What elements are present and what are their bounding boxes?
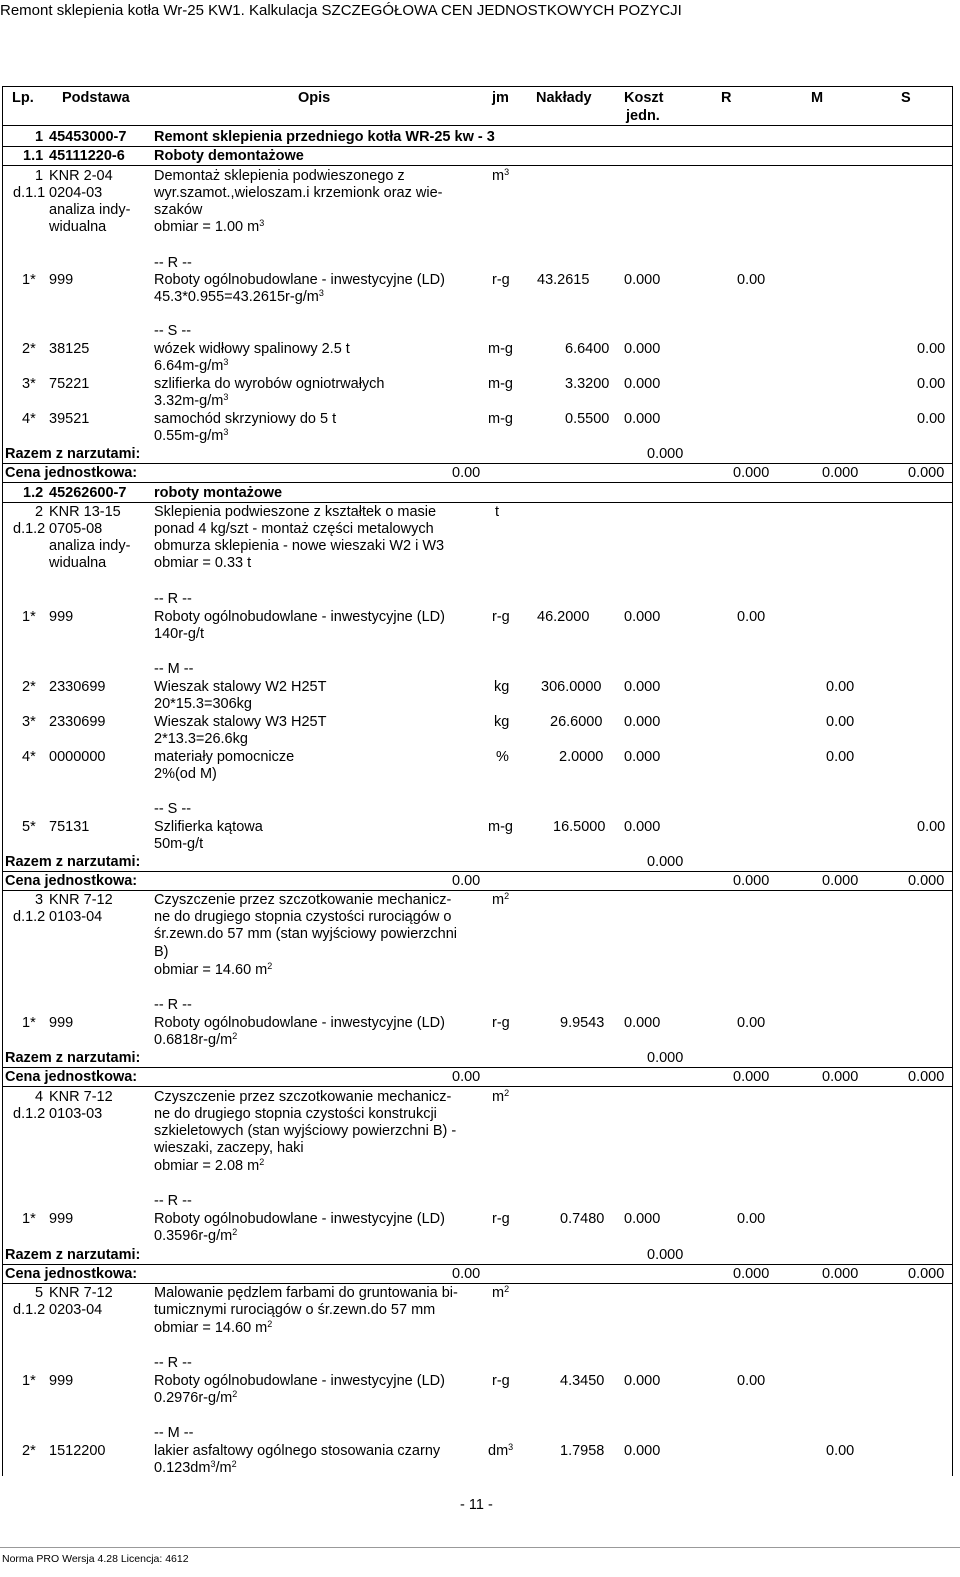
resource-unit: r-g [492, 1211, 510, 1227]
resource-code: 999 [49, 272, 74, 288]
superscript-exponent: 3 [223, 392, 229, 402]
resource-calc: $6.64m-g/m^3$ [154, 357, 229, 374]
resource-name: Roboty ogólnobudowlane - inwestycyjne (LD) [154, 609, 445, 625]
resource-code: 999 [49, 1211, 74, 1227]
superscript-exponent: 2 [267, 961, 273, 971]
position-description: śr.zewn.do 57 mm (stan wyjściowy powierzchni [154, 926, 457, 942]
cena-s: 0.000 [908, 1069, 945, 1085]
resource-name: wózek widłowy spalinowy 2.5 t [154, 341, 350, 357]
resource-naklady: 306.0000 [541, 679, 602, 695]
superscript-exponent: 3 [504, 167, 510, 177]
header-s: S [901, 90, 911, 106]
position-number: 2 [35, 504, 44, 520]
cena-s: 0.000 [908, 465, 945, 481]
header-jedn: jedn. [626, 108, 660, 124]
table-right-border [952, 86, 953, 1476]
position-obmiar: obmiar = 1.00 $m^3$ [154, 218, 265, 235]
category-r: -- R -- [154, 1355, 192, 1371]
row-divider [2, 1264, 952, 1265]
superscript-exponent: 2 [504, 1284, 510, 1294]
position-description: Czyszczenie przez szczotkowanie mechanicz- [154, 892, 452, 908]
resource-unit: r-g [492, 1373, 510, 1389]
position-analiza: widualna [49, 219, 107, 235]
footer-divider [0, 1547, 960, 1548]
header-r: R [721, 90, 732, 106]
resource-value-m: 0.00 [826, 679, 855, 695]
resource-value-r: 0.00 [737, 1015, 766, 1031]
cena-r: 0.000 [733, 873, 770, 889]
resource-koszt: 0.000 [624, 1443, 661, 1459]
razem-label: Razem z narzutami: [5, 446, 141, 462]
resource-koszt: 0.000 [624, 819, 661, 835]
resource-koszt: 0.000 [624, 1373, 661, 1389]
position-unit: t [495, 504, 500, 520]
position-knr: KNR 7-12 [49, 892, 113, 908]
resource-calc: 2%(od M) [154, 766, 217, 782]
position-obmiar: obmiar = 14.60 $m^2$ [154, 961, 273, 978]
resource-naklady: 9.9543 [560, 1015, 605, 1031]
cena-value: 0.00 [452, 1266, 481, 1282]
resource-name: Roboty ogólnobudowlane - inwestycyjne (LD) [154, 272, 445, 288]
position-analiza: analiza indy- [49, 202, 131, 218]
superscript-exponent: 2 [232, 1389, 238, 1399]
resource-koszt: 0.000 [624, 1211, 661, 1227]
position-sub: d.1.2 [13, 521, 46, 537]
position-description: obmurza sklepienia - nowe wieszaki W2 i W3 [154, 538, 445, 554]
cena-m: 0.000 [822, 873, 859, 889]
razem-label: Razem z narzutami: [5, 1050, 141, 1066]
header-bottom-border [2, 125, 952, 126]
category-m: -- M -- [154, 661, 194, 677]
resource-lp: 1* [22, 1373, 36, 1389]
resource-unit: kg [494, 679, 510, 695]
resource-calc: $45.3*0.955=43.2615r-g/m^3$ [154, 288, 324, 305]
resource-code: 2330699 [49, 679, 106, 695]
header-m: M [811, 90, 824, 106]
resource-unit: r-g [492, 1015, 510, 1031]
category-s: -- S -- [154, 801, 192, 817]
resource-code: 999 [49, 1373, 74, 1389]
resource-code: 2330699 [49, 714, 106, 730]
position-knr: KNR 2-04 [49, 168, 113, 184]
row-divider [2, 165, 952, 166]
resource-code: 999 [49, 609, 74, 625]
cena-m: 0.000 [822, 1266, 859, 1282]
resource-naklady: 2.0000 [559, 749, 604, 765]
resource-unit: $dm^3$ [488, 1442, 514, 1459]
resource-value-m: 0.00 [826, 714, 855, 730]
position-sub: d.1.2 [13, 1302, 46, 1318]
category-r: -- R -- [154, 997, 192, 1013]
position-description: Sklepienia podwieszone z kształtek o masie [154, 504, 437, 520]
header-podstawa: Podstawa [62, 90, 130, 106]
resource-name: Roboty ogólnobudowlane - inwestycyjne (LD) [154, 1373, 445, 1389]
resource-name: Wieszak stalowy W3 H25T [154, 714, 327, 730]
razem-value: 0.000 [647, 1247, 684, 1263]
resource-unit: kg [494, 714, 510, 730]
position-unit: $m^3$ [492, 167, 510, 184]
resource-koszt: 0.000 [624, 609, 661, 625]
resource-value-m: 0.00 [826, 749, 855, 765]
resource-value-r: 0.00 [737, 272, 766, 288]
resource-calc: $0.6818r-g/m^2$ [154, 1031, 238, 1048]
category-s: -- S -- [154, 323, 192, 339]
resource-lp: 3* [22, 714, 36, 730]
cena-r: 0.000 [733, 465, 770, 481]
resource-code: 999 [49, 1015, 74, 1031]
position-number: 4 [35, 1089, 44, 1105]
resource-calc: $0.55m-g/m^3$ [154, 427, 229, 444]
position-obmiar: obmiar = 14.60 $m^2$ [154, 1319, 273, 1336]
row-divider [2, 146, 952, 147]
position-unit: $m^2$ [492, 1088, 510, 1105]
razem-label: Razem z narzutami: [5, 1247, 141, 1263]
cena-label: Cena jednostkowa: [5, 465, 138, 481]
position-number: 3 [35, 892, 44, 908]
superscript-exponent: 3 [223, 357, 229, 367]
resource-name: szlifierka do wyrobów ogniotrwałych [154, 376, 385, 392]
resource-koszt: 0.000 [624, 1015, 661, 1031]
resource-koszt: 0.000 [624, 714, 661, 730]
position-description: tumicznymi rurociągów o śr.zewn.do 57 mm [154, 1302, 436, 1318]
cena-m: 0.000 [822, 465, 859, 481]
position-code: 0705-08 [49, 521, 103, 537]
table-top-border [2, 86, 952, 87]
resource-koszt: 0.000 [624, 272, 661, 288]
resource-koszt: 0.000 [624, 411, 661, 427]
row-divider [2, 502, 952, 503]
resource-calc: 2*13.3=26.6kg [154, 731, 248, 747]
section-name: roboty montażowe [154, 485, 283, 501]
cena-m: 0.000 [822, 1069, 859, 1085]
position-code: 0203-04 [49, 1302, 103, 1318]
category-r: -- R -- [154, 1193, 192, 1209]
resource-lp: 5* [22, 819, 36, 835]
cena-s: 0.000 [908, 873, 945, 889]
resource-value-r: 0.00 [737, 609, 766, 625]
position-description: szkieletowych (stan wyjściowy powierzchni B) - [154, 1123, 457, 1139]
position-sub: d.1.1 [13, 185, 46, 201]
position-analiza: analiza indy- [49, 538, 131, 554]
resource-name: materiały pomocnicze [154, 749, 295, 765]
section-code: 45453000-7 [49, 129, 127, 145]
row-divider [2, 890, 952, 891]
position-description: szaków [154, 202, 203, 218]
position-obmiar: obmiar = 0.33 t [154, 555, 252, 571]
resource-value-r: 0.00 [737, 1373, 766, 1389]
resource-code: 38125 [49, 341, 90, 357]
resource-naklady: 16.5000 [553, 819, 606, 835]
resource-code: 75131 [49, 819, 90, 835]
section-code: 45111220-6 [49, 148, 125, 164]
position-description: Malowanie pędzlem farbami do gruntowania bi- [154, 1285, 458, 1301]
header-jm: jm [492, 90, 509, 106]
page-number: - 11 - [460, 1497, 493, 1513]
resource-value-s: 0.00 [917, 341, 946, 357]
resource-code: 0000000 [49, 749, 106, 765]
resource-naklady: 43.2615 [537, 272, 590, 288]
category-r: -- R -- [154, 591, 192, 607]
position-obmiar: obmiar = 2.08 $m^2$ [154, 1157, 265, 1174]
cena-label: Cena jednostkowa: [5, 1069, 138, 1085]
resource-name: Roboty ogólnobudowlane - inwestycyjne (LD) [154, 1211, 445, 1227]
superscript-exponent: 2 [259, 1157, 265, 1167]
section-lp: 1.1 [23, 148, 44, 164]
header-naklady: Nakłady [536, 90, 592, 106]
row-divider [2, 1283, 952, 1284]
superscript-exponent: 2 [504, 1088, 510, 1098]
resource-naklady: 0.7480 [560, 1211, 605, 1227]
row-divider [2, 463, 952, 464]
position-analiza: widualna [49, 555, 107, 571]
row-divider [2, 1086, 952, 1087]
resource-name: samochód skrzyniowy do 5 t [154, 411, 337, 427]
resource-koszt: 0.000 [624, 749, 661, 765]
position-description: wyr.szamot.,wieloszam.i krzemionk oraz wie- [154, 185, 443, 201]
resource-value-r: 0.00 [737, 1211, 766, 1227]
resource-koszt: 0.000 [624, 679, 661, 695]
table-left-border [2, 86, 3, 1476]
resource-value-s: 0.00 [917, 819, 946, 835]
position-sub: d.1.2 [13, 1106, 46, 1122]
resource-lp: 1* [22, 1211, 36, 1227]
resource-calc: $0.2976r-g/m^2$ [154, 1389, 238, 1406]
resource-calc: $0.123dm^3/m^2$ [154, 1459, 237, 1476]
resource-naklady: 46.2000 [537, 609, 590, 625]
resource-naklady: 26.6000 [550, 714, 603, 730]
resource-unit: % [496, 749, 509, 765]
footer-license: Norma PRO Wersja 4.28 Licencja: 4612 [2, 1553, 189, 1565]
position-code: 0103-03 [49, 1106, 103, 1122]
superscript-exponent: 3 [508, 1442, 514, 1452]
section-name: Roboty demontażowe [154, 148, 304, 164]
cena-s: 0.000 [908, 1266, 945, 1282]
superscript-exponent: 3 [318, 288, 324, 298]
razem-value: 0.000 [647, 854, 684, 870]
resource-lp: 1* [22, 609, 36, 625]
resource-unit: m-g [488, 341, 513, 357]
resource-unit: m-g [488, 819, 513, 835]
position-code: 0103-04 [49, 909, 103, 925]
resource-code: 1512200 [49, 1443, 106, 1459]
header-opis: Opis [298, 90, 331, 106]
resource-naklady: 0.5500 [565, 411, 610, 427]
position-unit: $m^2$ [492, 1284, 510, 1301]
cena-value: 0.00 [452, 465, 481, 481]
position-description: wieszaki, zaczepy, haki [154, 1140, 304, 1156]
resource-calc: $0.3596r-g/m^2$ [154, 1227, 238, 1244]
position-knr: KNR 7-12 [49, 1089, 113, 1105]
superscript-exponent: 2 [504, 891, 510, 901]
cena-value: 0.00 [452, 873, 481, 889]
resource-calc: 140r-g/t [154, 626, 204, 642]
position-knr: KNR 7-12 [49, 1285, 113, 1301]
position-description: ne do drugiego stopnia czystości rurociągów o [154, 909, 452, 925]
category-m: -- M -- [154, 1425, 194, 1441]
resource-value-m: 0.00 [826, 1443, 855, 1459]
position-description: Czyszczenie przez szczotkowanie mechanicz- [154, 1089, 452, 1105]
section-code: 45262600-7 [49, 485, 127, 501]
resource-naklady: 4.3450 [560, 1373, 605, 1389]
position-description: ponad 4 kg/szt - montaż części metalowych [154, 521, 434, 537]
resource-name: Roboty ogólnobudowlane - inwestycyjne (LD) [154, 1015, 445, 1031]
superscript-exponent: 3 [210, 1459, 216, 1469]
resource-unit: r-g [492, 609, 510, 625]
resource-lp: 2* [22, 341, 36, 357]
resource-koszt: 0.000 [624, 376, 661, 392]
position-description: ne do drugiego stopnia czystości konstrukcji [154, 1106, 437, 1122]
razem-value: 0.000 [647, 446, 684, 462]
resource-lp: 1* [22, 272, 36, 288]
header-koszt: Koszt [624, 90, 664, 106]
section-name: Remont sklepienia przedniego kotła WR-25 kw - 3 [154, 129, 495, 145]
resource-unit: m-g [488, 376, 513, 392]
resource-lp: 2* [22, 1443, 36, 1459]
resource-koszt: 0.000 [624, 341, 661, 357]
razem-value: 0.000 [647, 1050, 684, 1066]
resource-calc: 50m-g/t [154, 836, 204, 852]
resource-calc: 20*15.3=306kg [154, 696, 252, 712]
row-divider [2, 482, 952, 483]
section-lp: 1.2 [23, 485, 44, 501]
resource-lp: 4* [22, 749, 36, 765]
resource-unit: m-g [488, 411, 513, 427]
row-divider [2, 1067, 952, 1068]
cena-label: Cena jednostkowa: [5, 873, 138, 889]
cena-r: 0.000 [733, 1266, 770, 1282]
resource-lp: 4* [22, 411, 36, 427]
position-description: Demontaż sklepienia podwieszonego z [154, 168, 405, 184]
header-lp: Lp. [12, 90, 34, 106]
resource-naklady: 6.6400 [565, 341, 610, 357]
resource-lp: 2* [22, 679, 36, 695]
row-divider [2, 871, 952, 872]
document-title: Remont sklepienia kotła Wr-25 KW1. Kalkulacja SZCZEGÓŁOWA CEN JEDNOSTKOWYCH POZYCJI [0, 2, 682, 19]
resource-calc: $3.32m-g/m^3$ [154, 392, 229, 409]
position-description: B) [154, 944, 169, 960]
superscript-exponent: 2 [267, 1319, 273, 1329]
superscript-exponent: 3 [223, 427, 229, 437]
resource-unit: r-g [492, 272, 510, 288]
cena-value: 0.00 [452, 1069, 481, 1085]
superscript-exponent: 3 [259, 218, 265, 228]
resource-naklady: 3.3200 [565, 376, 610, 392]
resource-value-s: 0.00 [917, 411, 946, 427]
resource-value-s: 0.00 [917, 376, 946, 392]
category-r: -- R -- [154, 255, 192, 271]
superscript-exponent: 2 [232, 1227, 238, 1237]
superscript-exponent: 2 [231, 1459, 237, 1469]
resource-code: 39521 [49, 411, 90, 427]
superscript-exponent: 2 [232, 1031, 238, 1041]
position-number: 5 [35, 1285, 44, 1301]
resource-lp: 1* [22, 1015, 36, 1031]
section-lp: 1 [35, 129, 44, 145]
resource-name: lakier asfaltowy ogólnego stosowania czarny [154, 1443, 441, 1459]
razem-label: Razem z narzutami: [5, 854, 141, 870]
position-number: 1 [35, 168, 44, 184]
position-unit: $m^2$ [492, 891, 510, 908]
resource-name: Wieszak stalowy W2 H25T [154, 679, 327, 695]
cena-r: 0.000 [733, 1069, 770, 1085]
cena-label: Cena jednostkowa: [5, 1266, 138, 1282]
resource-lp: 3* [22, 376, 36, 392]
position-code: 0204-03 [49, 185, 103, 201]
resource-code: 75221 [49, 376, 90, 392]
position-sub: d.1.2 [13, 909, 46, 925]
position-knr: KNR 13-15 [49, 504, 121, 520]
resource-naklady: 1.7958 [560, 1443, 605, 1459]
resource-name: Szlifierka kątowa [154, 819, 263, 835]
